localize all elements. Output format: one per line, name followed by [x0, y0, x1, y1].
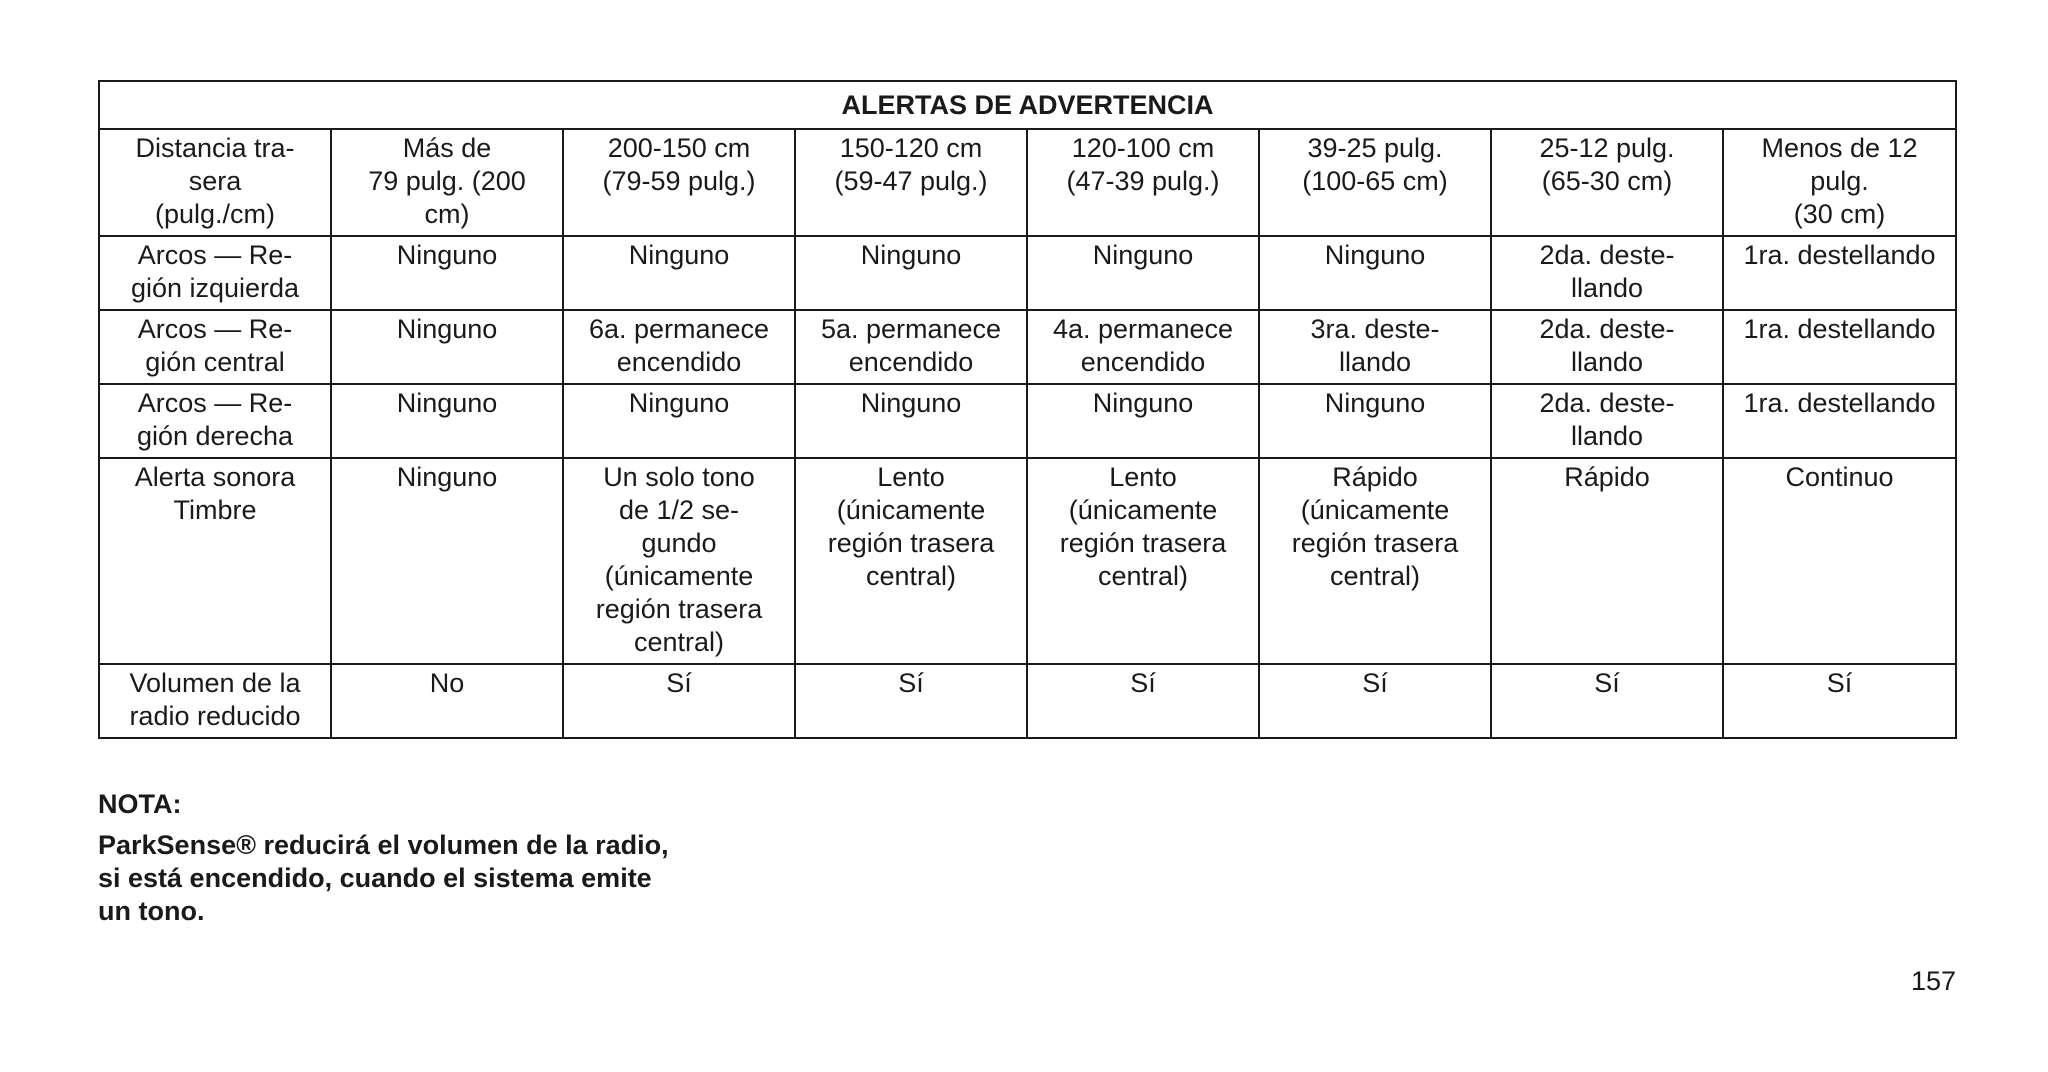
- table-cell: Ninguno: [331, 310, 563, 384]
- table-cell: 6a. permanece encendido: [563, 310, 795, 384]
- column-header: 25-12 pulg. (65-30 cm): [1491, 129, 1723, 236]
- column-header: 200-150 cm (79-59 pulg.): [563, 129, 795, 236]
- table-cell: Ninguno: [795, 236, 1027, 310]
- column-header: Menos de 12 pulg. (30 cm): [1723, 129, 1956, 236]
- note-block: [98, 788, 738, 928]
- table-cell: Rápido (únicamente región trasera central): [1259, 458, 1491, 664]
- row-label: Alerta sonora Timbre: [99, 458, 331, 664]
- page-number: 157: [1910, 966, 1956, 996]
- table-cell: Sí: [1027, 664, 1259, 738]
- table-cell: Sí: [1491, 664, 1723, 738]
- column-header: Más de 79 pulg. (200 cm): [331, 129, 563, 236]
- table-cell: Sí: [1259, 664, 1491, 738]
- table-cell: Continuo: [1723, 458, 1956, 664]
- row-label: Volumen de la radio reducido: [99, 664, 331, 738]
- table-cell: Ninguno: [1259, 384, 1491, 458]
- table-cell: Sí: [795, 664, 1027, 738]
- column-header: 39-25 pulg. (100-65 cm): [1259, 129, 1491, 236]
- table-cell: Ninguno: [1027, 384, 1259, 458]
- column-header: 150-120 cm (59-47 pulg.): [795, 129, 1027, 236]
- table-cell: Ninguno: [1259, 236, 1491, 310]
- table-cell: 1ra. destellando: [1723, 236, 1956, 310]
- table-cell: No: [331, 664, 563, 738]
- table-cell: Ninguno: [563, 236, 795, 310]
- table-cell: Ninguno: [563, 384, 795, 458]
- table-cell: Ninguno: [331, 384, 563, 458]
- table-cell: Sí: [563, 664, 795, 738]
- table-cell: Sí: [1723, 664, 1956, 738]
- table-cell: 2da. deste- llando: [1491, 310, 1723, 384]
- table-row: [99, 458, 1956, 664]
- table-cell: 1ra. destellando: [1723, 384, 1956, 458]
- table-cell: 4a. permanece encendido: [1027, 310, 1259, 384]
- table-row: [99, 310, 1956, 384]
- table-cell: 1ra. destellando: [1723, 310, 1956, 384]
- row-label: Arcos — Re- gión derecha: [99, 384, 331, 458]
- table-header-row: [99, 129, 1956, 236]
- table-cell: Un solo tono de 1/2 se- gundo (únicamente región trasera central): [563, 458, 795, 664]
- table-cell: Lento (únicamente región trasera central): [795, 458, 1027, 664]
- table-cell: 2da. deste- llando: [1491, 236, 1723, 310]
- column-header: 120-100 cm (47-39 pulg.): [1027, 129, 1259, 236]
- row-label: Arcos — Re- gión central: [99, 310, 331, 384]
- table-row: [99, 384, 1956, 458]
- table-cell: 5a. permanece encendido: [795, 310, 1027, 384]
- table-cell: Ninguno: [331, 236, 563, 310]
- warning-alerts-table: [98, 80, 1957, 739]
- table-cell: Lento (únicamente región trasera central): [1027, 458, 1259, 664]
- row-label: Arcos — Re- gión izquierda: [99, 236, 331, 310]
- table-cell: 3ra. deste- llando: [1259, 310, 1491, 384]
- table-cell: Rápido: [1491, 458, 1723, 664]
- column-header: Distancia tra- sera (pulg./cm): [99, 129, 331, 236]
- table-row: [99, 236, 1956, 310]
- table-cell: Ninguno: [795, 384, 1027, 458]
- table-row: [99, 664, 1956, 738]
- table-cell: 2da. deste- llando: [1491, 384, 1723, 458]
- table-cell: Ninguno: [331, 458, 563, 664]
- note-label: NOTA:: [98, 789, 182, 819]
- table-title: ALERTAS DE ADVERTENCIA: [99, 81, 1956, 129]
- note-text: ParkSense® reducirá el volumen de la radio, si está encendido, cuando el sistema emite un tono.: [98, 830, 669, 926]
- table-cell: Ninguno: [1027, 236, 1259, 310]
